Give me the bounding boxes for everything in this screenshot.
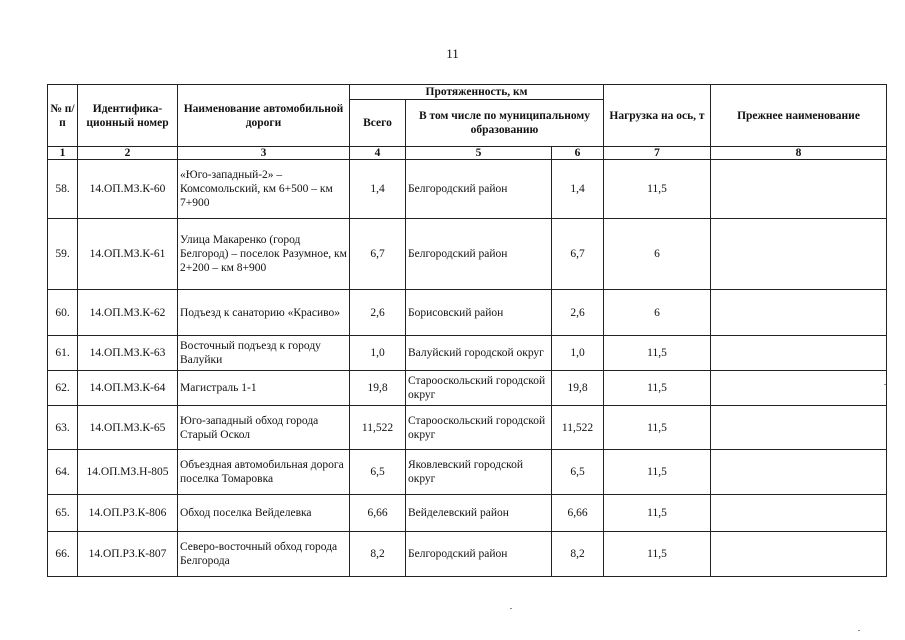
row-load: 11,5 — [604, 160, 711, 219]
table-row — [48, 290, 887, 336]
header-num: № п/п — [48, 85, 78, 147]
column-number: 7 — [604, 147, 711, 160]
row-num: 58. — [48, 160, 78, 219]
row-id: 14.ОП.МЗ.К-63 — [78, 336, 178, 371]
row-id: 14.ОП.МЗ.К-65 — [78, 406, 178, 450]
row-load: 11,5 — [604, 532, 711, 577]
row-total: 6,5 — [350, 450, 406, 495]
row-mun-length: 6,7 — [552, 219, 604, 290]
column-number: 4 — [350, 147, 406, 160]
row-mun-length: 6,5 — [552, 450, 604, 495]
row-total: 8,2 — [350, 532, 406, 577]
roads-table — [47, 84, 887, 577]
row-prev-name — [711, 532, 887, 577]
row-name: «Юго-западный-2» – Комсомольский, км 6+500 – км 7+900 — [178, 160, 350, 219]
row-total: 1,0 — [350, 336, 406, 371]
row-name: Обход поселка Вейделевка — [178, 495, 350, 532]
row-municipality: Белгородский район — [406, 219, 552, 290]
row-prev-name — [711, 406, 887, 450]
row-id: 14.ОП.РЗ.К-806 — [78, 495, 178, 532]
row-municipality: Белгородский район — [406, 532, 552, 577]
header-name: Наименование автомобильной дороги — [178, 85, 350, 147]
row-mun-length: 2,6 — [552, 290, 604, 336]
row-num: 60. — [48, 290, 78, 336]
row-prev-name — [711, 219, 887, 290]
table-row — [48, 371, 887, 406]
row-name: Объездная автомобильная дорога поселка Томаровка — [178, 450, 350, 495]
row-mun-length: 1,0 — [552, 336, 604, 371]
row-num: 62. — [48, 371, 78, 406]
row-name: Северо-восточный обход города Белгорода — [178, 532, 350, 577]
scan-speck — [858, 630, 860, 631]
table-row — [48, 336, 887, 371]
column-number: 5 — [406, 147, 552, 160]
row-mun-length: 11,522 — [552, 406, 604, 450]
row-prev-name — [711, 450, 887, 495]
row-num: 65. — [48, 495, 78, 532]
row-total: 19,8 — [350, 371, 406, 406]
row-municipality: Борисовский район — [406, 290, 552, 336]
table-row — [48, 160, 887, 219]
row-name: Подъезд к санаторию «Красиво» — [178, 290, 350, 336]
row-municipality: Вейделевский район — [406, 495, 552, 532]
row-num: 59. — [48, 219, 78, 290]
row-total: 2,6 — [350, 290, 406, 336]
column-number: 6 — [552, 147, 604, 160]
row-name: Юго-западный обход города Старый Оскол — [178, 406, 350, 450]
row-prev-name — [711, 336, 887, 371]
row-load: 11,5 — [604, 406, 711, 450]
row-id: 14.ОП.МЗ.К-62 — [78, 290, 178, 336]
row-id: 14.ОП.МЗ.К-61 — [78, 219, 178, 290]
column-number: 8 — [711, 147, 887, 160]
header-load: Нагрузка на ось, т — [604, 85, 711, 147]
row-id: 14.ОП.МЗ.К-64 — [78, 371, 178, 406]
row-load: 6 — [604, 219, 711, 290]
row-load: 11,5 — [604, 336, 711, 371]
row-id: 14.ОП.МЗ.К-60 — [78, 160, 178, 219]
row-name: Восточный подъезд к городу Валуйки — [178, 336, 350, 371]
table-row — [48, 219, 887, 290]
row-municipality: Старооскольский городской округ — [406, 371, 552, 406]
row-name: Магистраль 1-1 — [178, 371, 350, 406]
row-municipality: Старооскольский городской округ — [406, 406, 552, 450]
row-load: 6 — [604, 290, 711, 336]
column-number: 2 — [78, 147, 178, 160]
page-number: 11 — [446, 46, 459, 61]
row-municipality: Яковлевский городской округ — [406, 450, 552, 495]
row-num: 64. — [48, 450, 78, 495]
table-row — [48, 406, 887, 450]
row-mun-length: 1,4 — [552, 160, 604, 219]
row-id: 14.ОП.РЗ.К-807 — [78, 532, 178, 577]
scan-speck — [510, 608, 512, 609]
row-total: 11,522 — [350, 406, 406, 450]
table-row — [48, 495, 887, 532]
row-municipality: Белгородский район — [406, 160, 552, 219]
row-mun-length: 6,66 — [552, 495, 604, 532]
row-load: 11,5 — [604, 495, 711, 532]
row-municipality: Валуйский городской округ — [406, 336, 552, 371]
row-total: 6,66 — [350, 495, 406, 532]
header-id: Идентифика-ционный номер — [78, 85, 178, 147]
row-num: 61. — [48, 336, 78, 371]
row-load: 11,5 — [604, 371, 711, 406]
row-prev-name — [711, 371, 887, 406]
row-load: 11,5 — [604, 450, 711, 495]
row-prev-name — [711, 495, 887, 532]
row-name: Улица Макаренко (город Белгород) – поселок Разумное, км 2+200 – км 8+900 — [178, 219, 350, 290]
row-prev-name — [711, 160, 887, 219]
row-total: 1,4 — [350, 160, 406, 219]
row-num: 66. — [48, 532, 78, 577]
column-number-row — [48, 147, 887, 160]
column-number: 3 — [178, 147, 350, 160]
row-id: 14.ОП.МЗ.Н-805 — [78, 450, 178, 495]
header-total: Всего — [350, 100, 406, 147]
header-row — [48, 85, 887, 100]
table-row — [48, 532, 887, 577]
row-num: 63. — [48, 406, 78, 450]
row-mun-length: 19,8 — [552, 371, 604, 406]
header-prev-name: Прежнее наименование — [711, 85, 887, 147]
column-number: 1 — [48, 147, 78, 160]
header-length-group: Протяженность, км — [350, 85, 604, 100]
row-total: 6,7 — [350, 219, 406, 290]
scan-speck — [884, 384, 886, 385]
table-row — [48, 450, 887, 495]
row-prev-name — [711, 290, 887, 336]
header-incl-group: В том числе по муниципальному образованию — [406, 100, 604, 147]
row-mun-length: 8,2 — [552, 532, 604, 577]
